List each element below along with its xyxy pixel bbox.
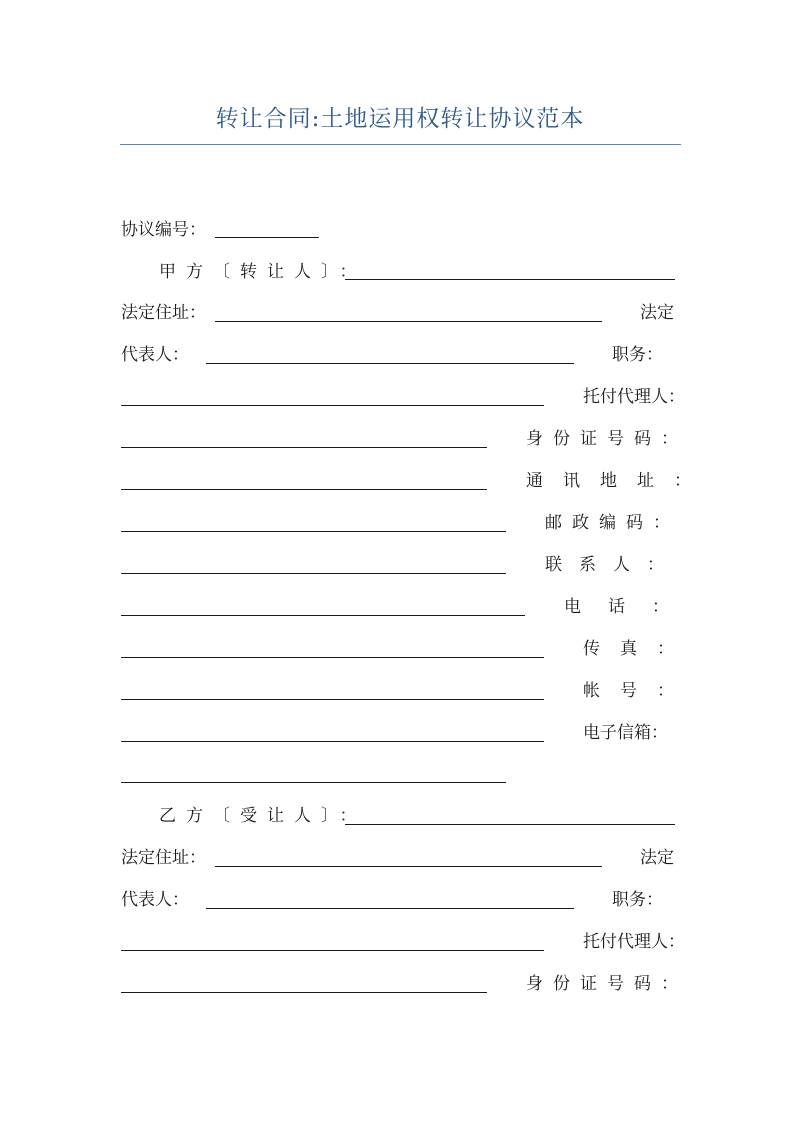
party-a-agent-label: 托付代理人：	[583, 387, 685, 407]
party-b-agent-label: 托付代理人：	[583, 932, 685, 952]
party-a-header: 甲方〔转让人〕：	[159, 262, 367, 282]
party-b-agent-blank[interactable]	[121, 992, 487, 993]
party-b-legal-rep-blank[interactable]	[206, 908, 574, 909]
party-a-fax-label: 传真：	[583, 639, 694, 659]
party-a-account-label: 帐号：	[583, 681, 694, 701]
party-b-name-blank[interactable]	[345, 824, 675, 825]
party-a-legal-rep-label-2: 代表人：	[121, 345, 189, 365]
party-a-email-label: 电子信箱：	[583, 723, 668, 743]
title-underline	[120, 144, 681, 145]
party-b-address-blank[interactable]	[215, 866, 602, 867]
party-a-contact-label: 联系人：	[545, 555, 681, 575]
party-a-legal-rep-label-1: 法定	[640, 303, 674, 323]
agreement-no-label: 协议编号：	[121, 220, 206, 240]
party-a-fax-blank[interactable]	[121, 699, 544, 700]
party-a-mail-address-blank[interactable]	[121, 531, 506, 532]
party-a-mail-address-label: 通讯地址：	[526, 471, 711, 491]
party-a-id-label: 身份证号码：	[526, 429, 688, 449]
party-b-position-blank[interactable]	[121, 950, 544, 951]
party-a-contact-blank[interactable]	[121, 615, 525, 616]
party-a-phone-blank[interactable]	[121, 657, 544, 658]
party-b-header: 乙方〔受让人〕：	[159, 806, 367, 826]
party-a-address-blank[interactable]	[215, 321, 602, 322]
party-a-postcode-label: 邮政编码：	[545, 513, 680, 533]
party-a-phone-label: 电话：	[564, 597, 696, 617]
party-a-position-label: 职务：	[612, 345, 663, 365]
party-a-postcode-blank[interactable]	[121, 573, 506, 574]
party-a-account-blank[interactable]	[121, 741, 544, 742]
party-a-name-blank[interactable]	[345, 279, 675, 280]
party-a-agent-blank[interactable]	[121, 447, 487, 448]
party-a-email-blank[interactable]	[121, 782, 506, 783]
party-b-id-label: 身份证号码：	[526, 974, 688, 994]
agreement-no-blank[interactable]	[215, 237, 319, 238]
document-title: 转让合同:土地运用权转让协议范本	[215, 106, 585, 132]
party-b-address-label: 法定住址：	[121, 848, 206, 868]
party-a-id-blank[interactable]	[121, 489, 487, 490]
party-a-legal-rep-blank[interactable]	[206, 363, 574, 364]
party-b-position-label: 职务：	[612, 890, 663, 910]
party-b-legal-rep-label-1: 法定	[640, 848, 674, 868]
party-b-legal-rep-label-2: 代表人：	[121, 890, 189, 910]
party-a-position-blank[interactable]	[121, 405, 544, 406]
party-a-address-label: 法定住址：	[121, 303, 206, 323]
